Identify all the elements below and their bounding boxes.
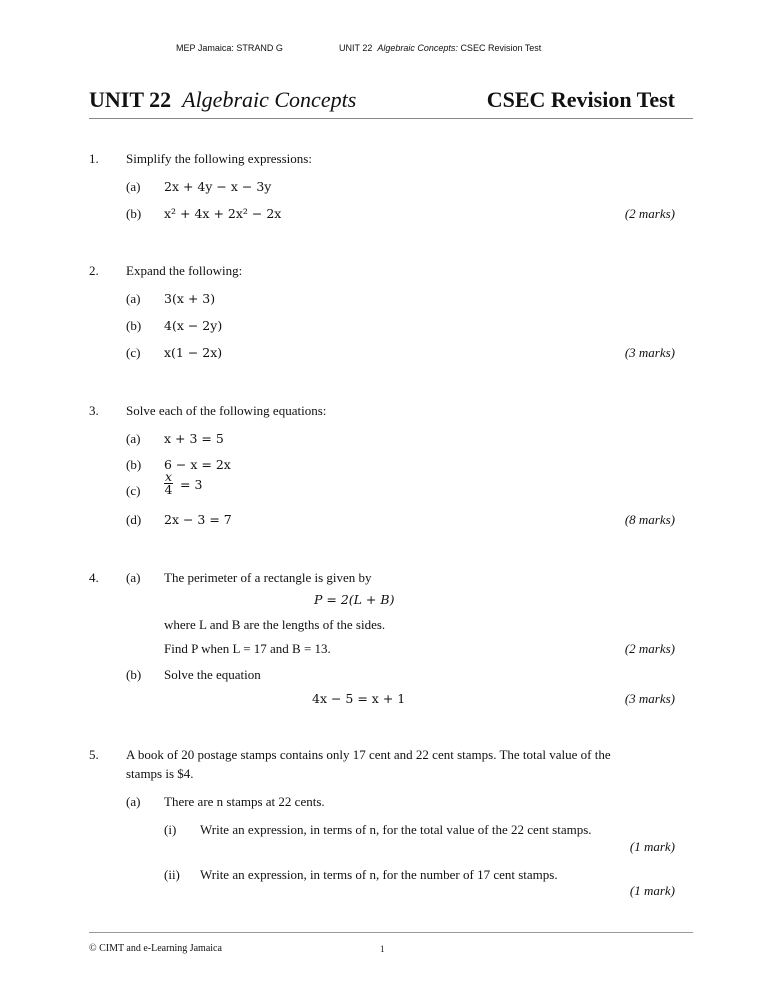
q4-a-label: (a) — [126, 570, 141, 585]
q2-b-label: (b) — [126, 318, 142, 333]
q1-text: Simplify the following expressions: — [126, 151, 312, 166]
q3-c-label: (c) — [126, 483, 141, 498]
q1-b-label: (b) — [126, 206, 142, 221]
q4-b-text: Solve the equation — [164, 667, 261, 682]
q1-a-label: (a) — [126, 179, 141, 194]
fraction-numerator: x — [165, 469, 173, 484]
q5-text-line1: A book of 20 postage stamps contains only 17 cent and 22 cent stamps. The total value of the — [126, 747, 611, 762]
page-subtitle: CSEC Revision Test — [486, 87, 675, 112]
q2-c-label: (c) — [126, 345, 141, 360]
q3-d-label: (d) — [126, 512, 142, 527]
q4-number: 4. — [89, 570, 99, 585]
q4-b-label: (b) — [126, 667, 142, 682]
q4-find: Find P when L = 17 and B = 13. — [164, 641, 331, 656]
q5-ii-marks: (1 mark) — [629, 883, 675, 898]
q2-marks: (3 marks) — [624, 345, 675, 360]
q2-number: 2. — [89, 263, 99, 278]
q1-b-expr: x² + 4x + 2x² − 2x — [164, 206, 282, 221]
q4-a-marks: (2 marks) — [624, 641, 675, 656]
q5-ii-label: (ii) — [164, 867, 180, 882]
q4-a-text: The perimeter of a rectangle is given by — [164, 570, 372, 585]
q3-number: 3. — [89, 403, 99, 418]
q3-a-label: (a) — [126, 431, 141, 446]
footer-copyright: © CIMT and e-Learning Jamaica — [89, 943, 222, 954]
q4-formula: P = 2(L + B) — [314, 592, 395, 607]
running-header-right: UNIT 22 Algebraic Concepts: CSEC Revision Test — [339, 43, 542, 53]
q5-a-text: There are n stamps at 22 cents. — [164, 794, 325, 809]
q5-number: 5. — [89, 747, 99, 762]
q2-a-label: (a) — [126, 291, 141, 306]
page-title: UNIT 22 Algebraic Concepts — [89, 87, 357, 112]
q2-b-expr: 4(x − 2y) — [164, 318, 223, 333]
q3-a-expr: x + 3 = 5 — [164, 431, 224, 446]
header-rule — [89, 118, 693, 119]
page-number: 1 — [380, 944, 385, 954]
fraction-denominator: 4 — [164, 482, 173, 497]
q4-b-expr: 4x − 5 = x + 1 — [312, 691, 406, 706]
q5-ii-text: Write an expression, in terms of n, for the number of 17 cent stamps. — [200, 867, 558, 882]
q5-i-text: Write an expression, in terms of n, for the total value of the 22 cent stamps. — [200, 822, 592, 837]
q3-marks: (8 marks) — [624, 512, 675, 527]
q3-c-fraction — [164, 471, 173, 496]
q3-d-expr: 2x − 3 = 7 — [164, 512, 232, 527]
q4-b-marks: (3 marks) — [624, 691, 675, 706]
q3-c-rest: = 3 — [180, 477, 203, 492]
q5-i-label: (i) — [164, 822, 177, 837]
footer-rule — [89, 932, 693, 933]
q5-i-marks: (1 mark) — [629, 839, 675, 854]
running-header-left: MEP Jamaica: STRAND G — [176, 43, 283, 53]
q3-b-label: (b) — [126, 457, 142, 472]
q2-text: Expand the following: — [126, 263, 243, 278]
q3-text: Solve each of the following equations: — [126, 403, 327, 418]
q1-marks: (2 marks) — [624, 206, 675, 221]
q2-c-expr: x(1 − 2x) — [164, 345, 223, 360]
q5-a-label: (a) — [126, 794, 141, 809]
q1-a-expr: 2x + 4y − x − 3y — [164, 179, 272, 194]
q4-where: where L and B are the lengths of the sides. — [164, 617, 386, 632]
q3-b-expr: 6 − x = 2x — [164, 457, 231, 472]
q1-number: 1. — [89, 151, 99, 166]
q2-a-expr: 3(x + 3) — [164, 291, 216, 306]
q5-text-line2: stamps is $4. — [126, 766, 194, 781]
